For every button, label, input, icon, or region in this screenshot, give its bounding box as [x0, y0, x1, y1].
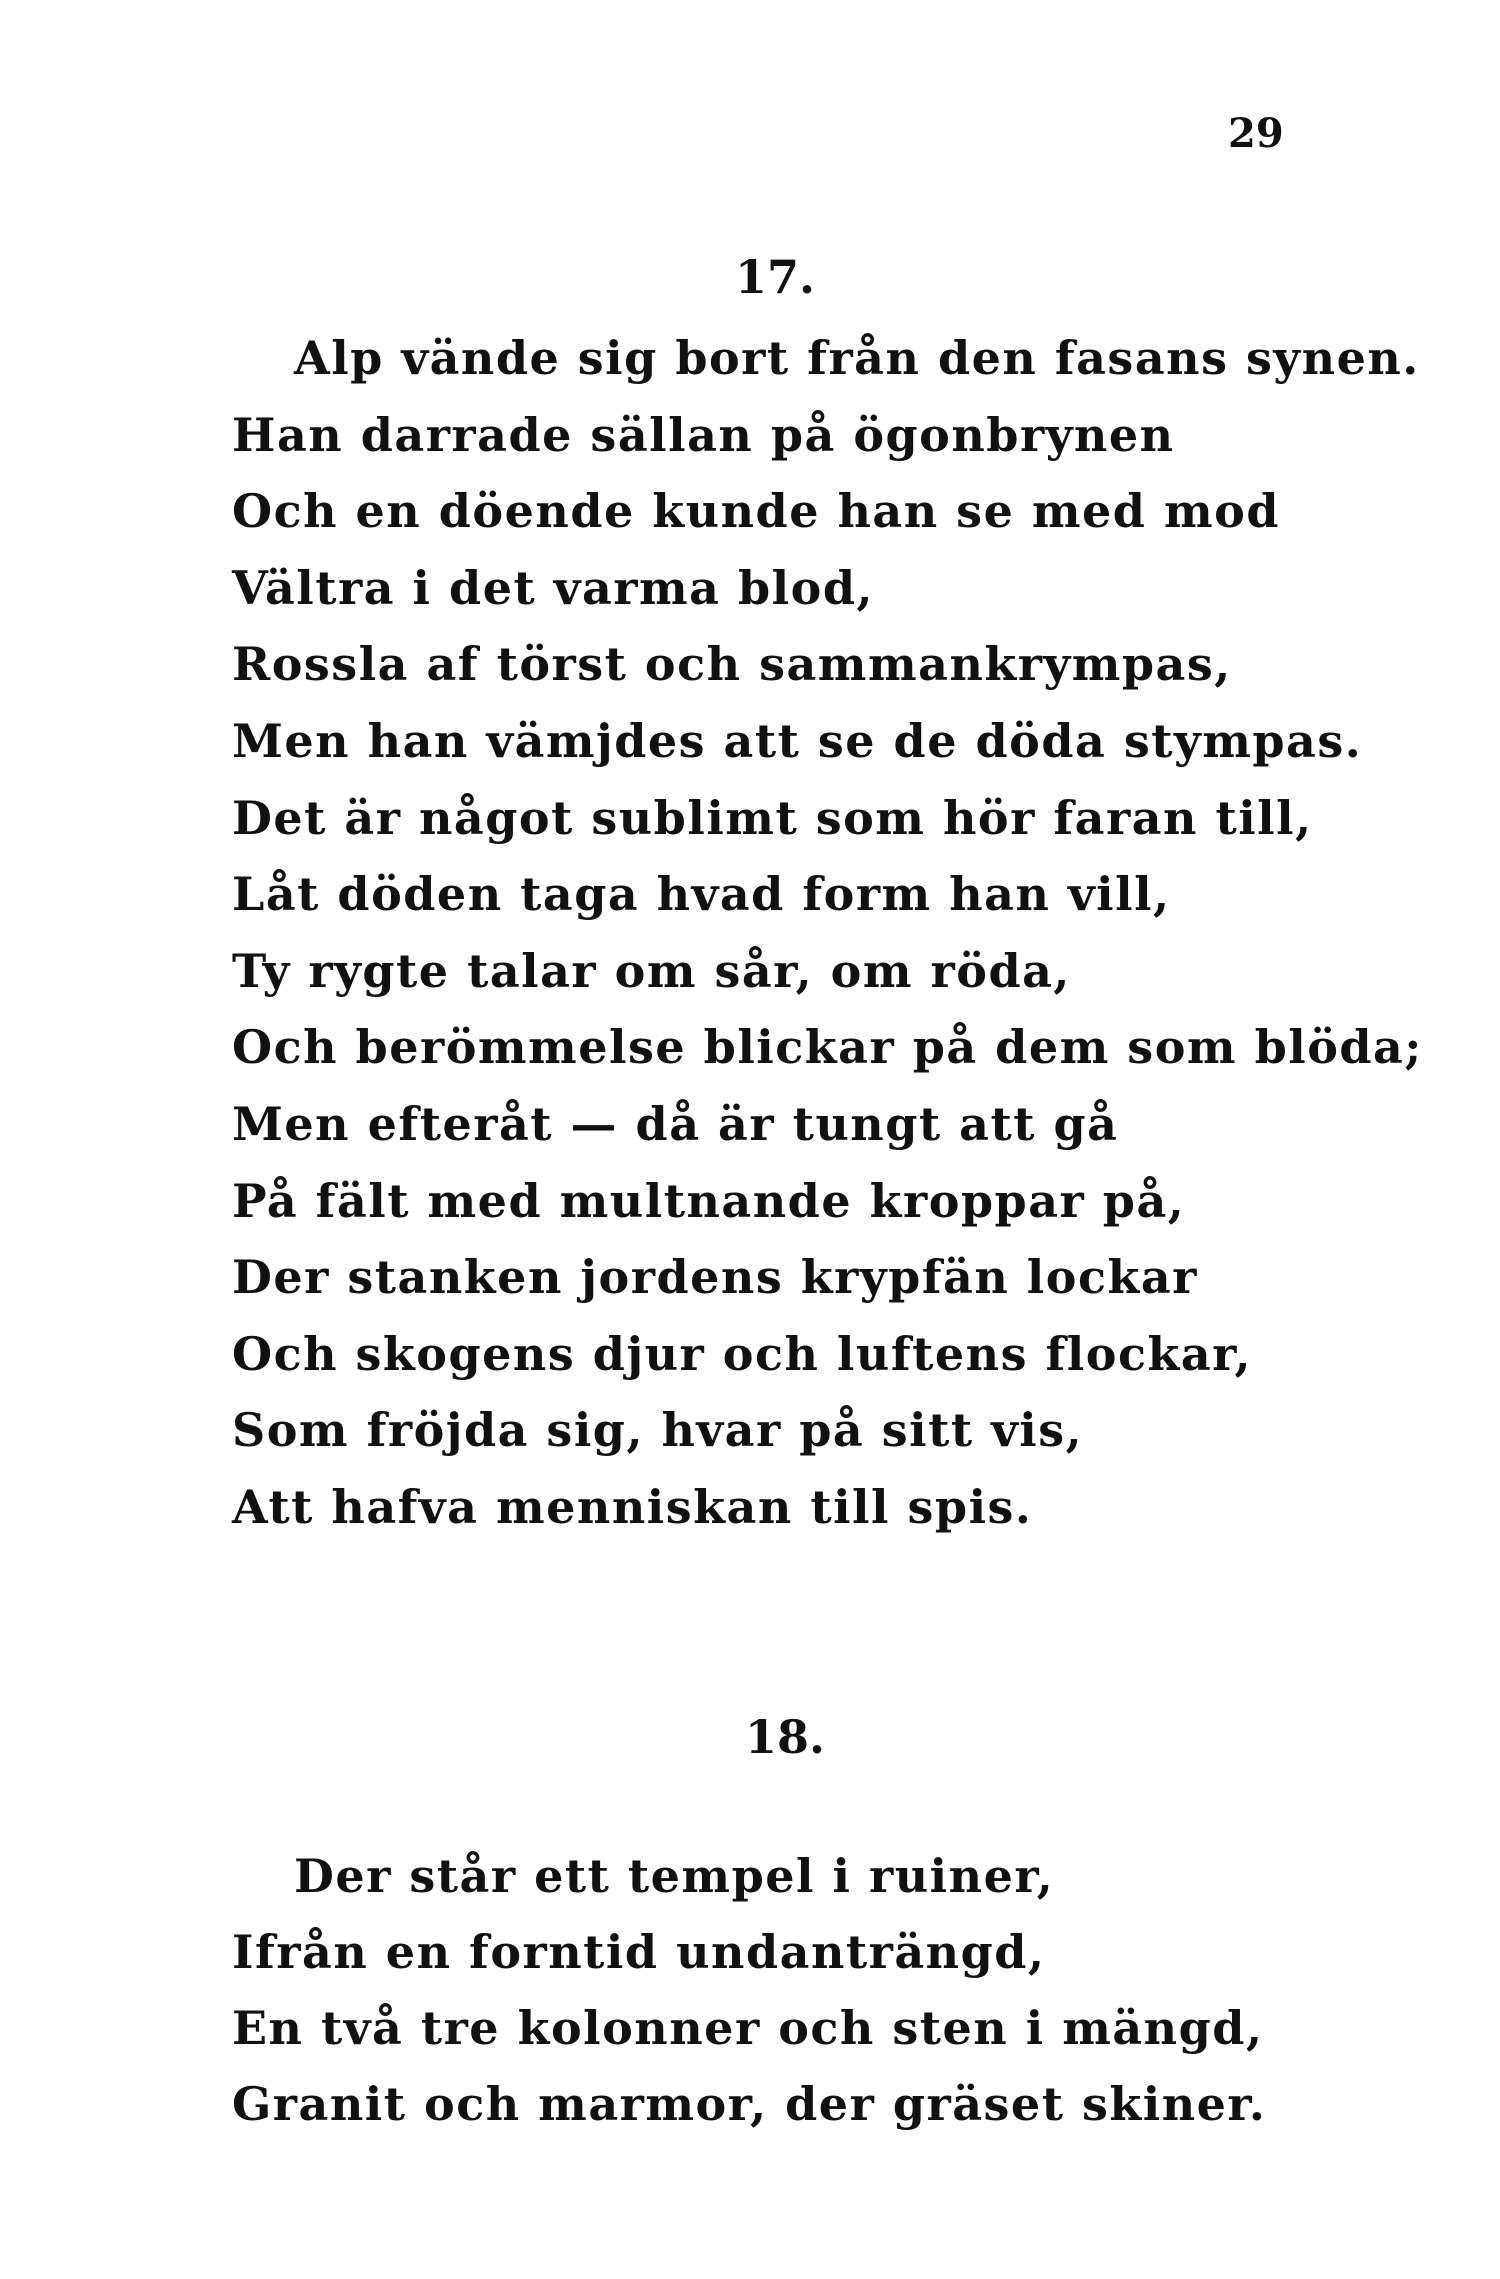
- verse-line: Han darrade sällan på ögonbrynen: [232, 407, 1175, 462]
- section-number-17: 17.: [735, 250, 816, 304]
- verse-line: Der stanken jordens krypfän lockar: [232, 1250, 1198, 1305]
- verse-line: Att hafva menniskan till spis.: [232, 1479, 1033, 1534]
- verse-line: Rossla af törst och sammankrympas,: [232, 637, 1232, 692]
- verse-line: Vältra i det varma blod,: [232, 560, 874, 615]
- verse-line: Och berömmelse blickar på dem som blöda;: [232, 1020, 1423, 1075]
- verse-line: Ifrån en forntid undanträngd,: [232, 1925, 1046, 1979]
- stanza-17: [232, 320, 1423, 1546]
- verse-line: Alp vände sig bort från den fasans synen.: [294, 331, 1420, 385]
- verse-line: Ty rygte talar om sår, om röda,: [232, 943, 1071, 998]
- verse-line: Låt döden taga hvad form han vill,: [232, 867, 1171, 922]
- stanza-18: [232, 1838, 1266, 2142]
- verse-line: Det är något sublimt som hör faran till,: [232, 790, 1313, 845]
- verse-line: Men efteråt — då är tungt att gå: [232, 1096, 1119, 1151]
- verse-line: Och skogens djur och luftens flockar,: [232, 1326, 1253, 1381]
- page-number: 29: [1228, 110, 1284, 157]
- verse-line: Och en döende kunde han se med mod: [232, 484, 1280, 539]
- verse-line: Granit och marmor, der gräset skiner.: [232, 2077, 1267, 2131]
- verse-line: På fält med multnande kroppar på,: [232, 1173, 1186, 1228]
- verse-line: En två tre kolonner och sten i mängd,: [232, 2001, 1264, 2055]
- section-number-18: 18.: [745, 1710, 826, 1764]
- verse-line: Der står ett tempel i ruiner,: [294, 1849, 1055, 1903]
- verse-line: Men han vämjdes att se de döda stympas.: [232, 713, 1363, 768]
- verse-line: Som fröjda sig, hvar på sitt vis,: [232, 1403, 1084, 1458]
